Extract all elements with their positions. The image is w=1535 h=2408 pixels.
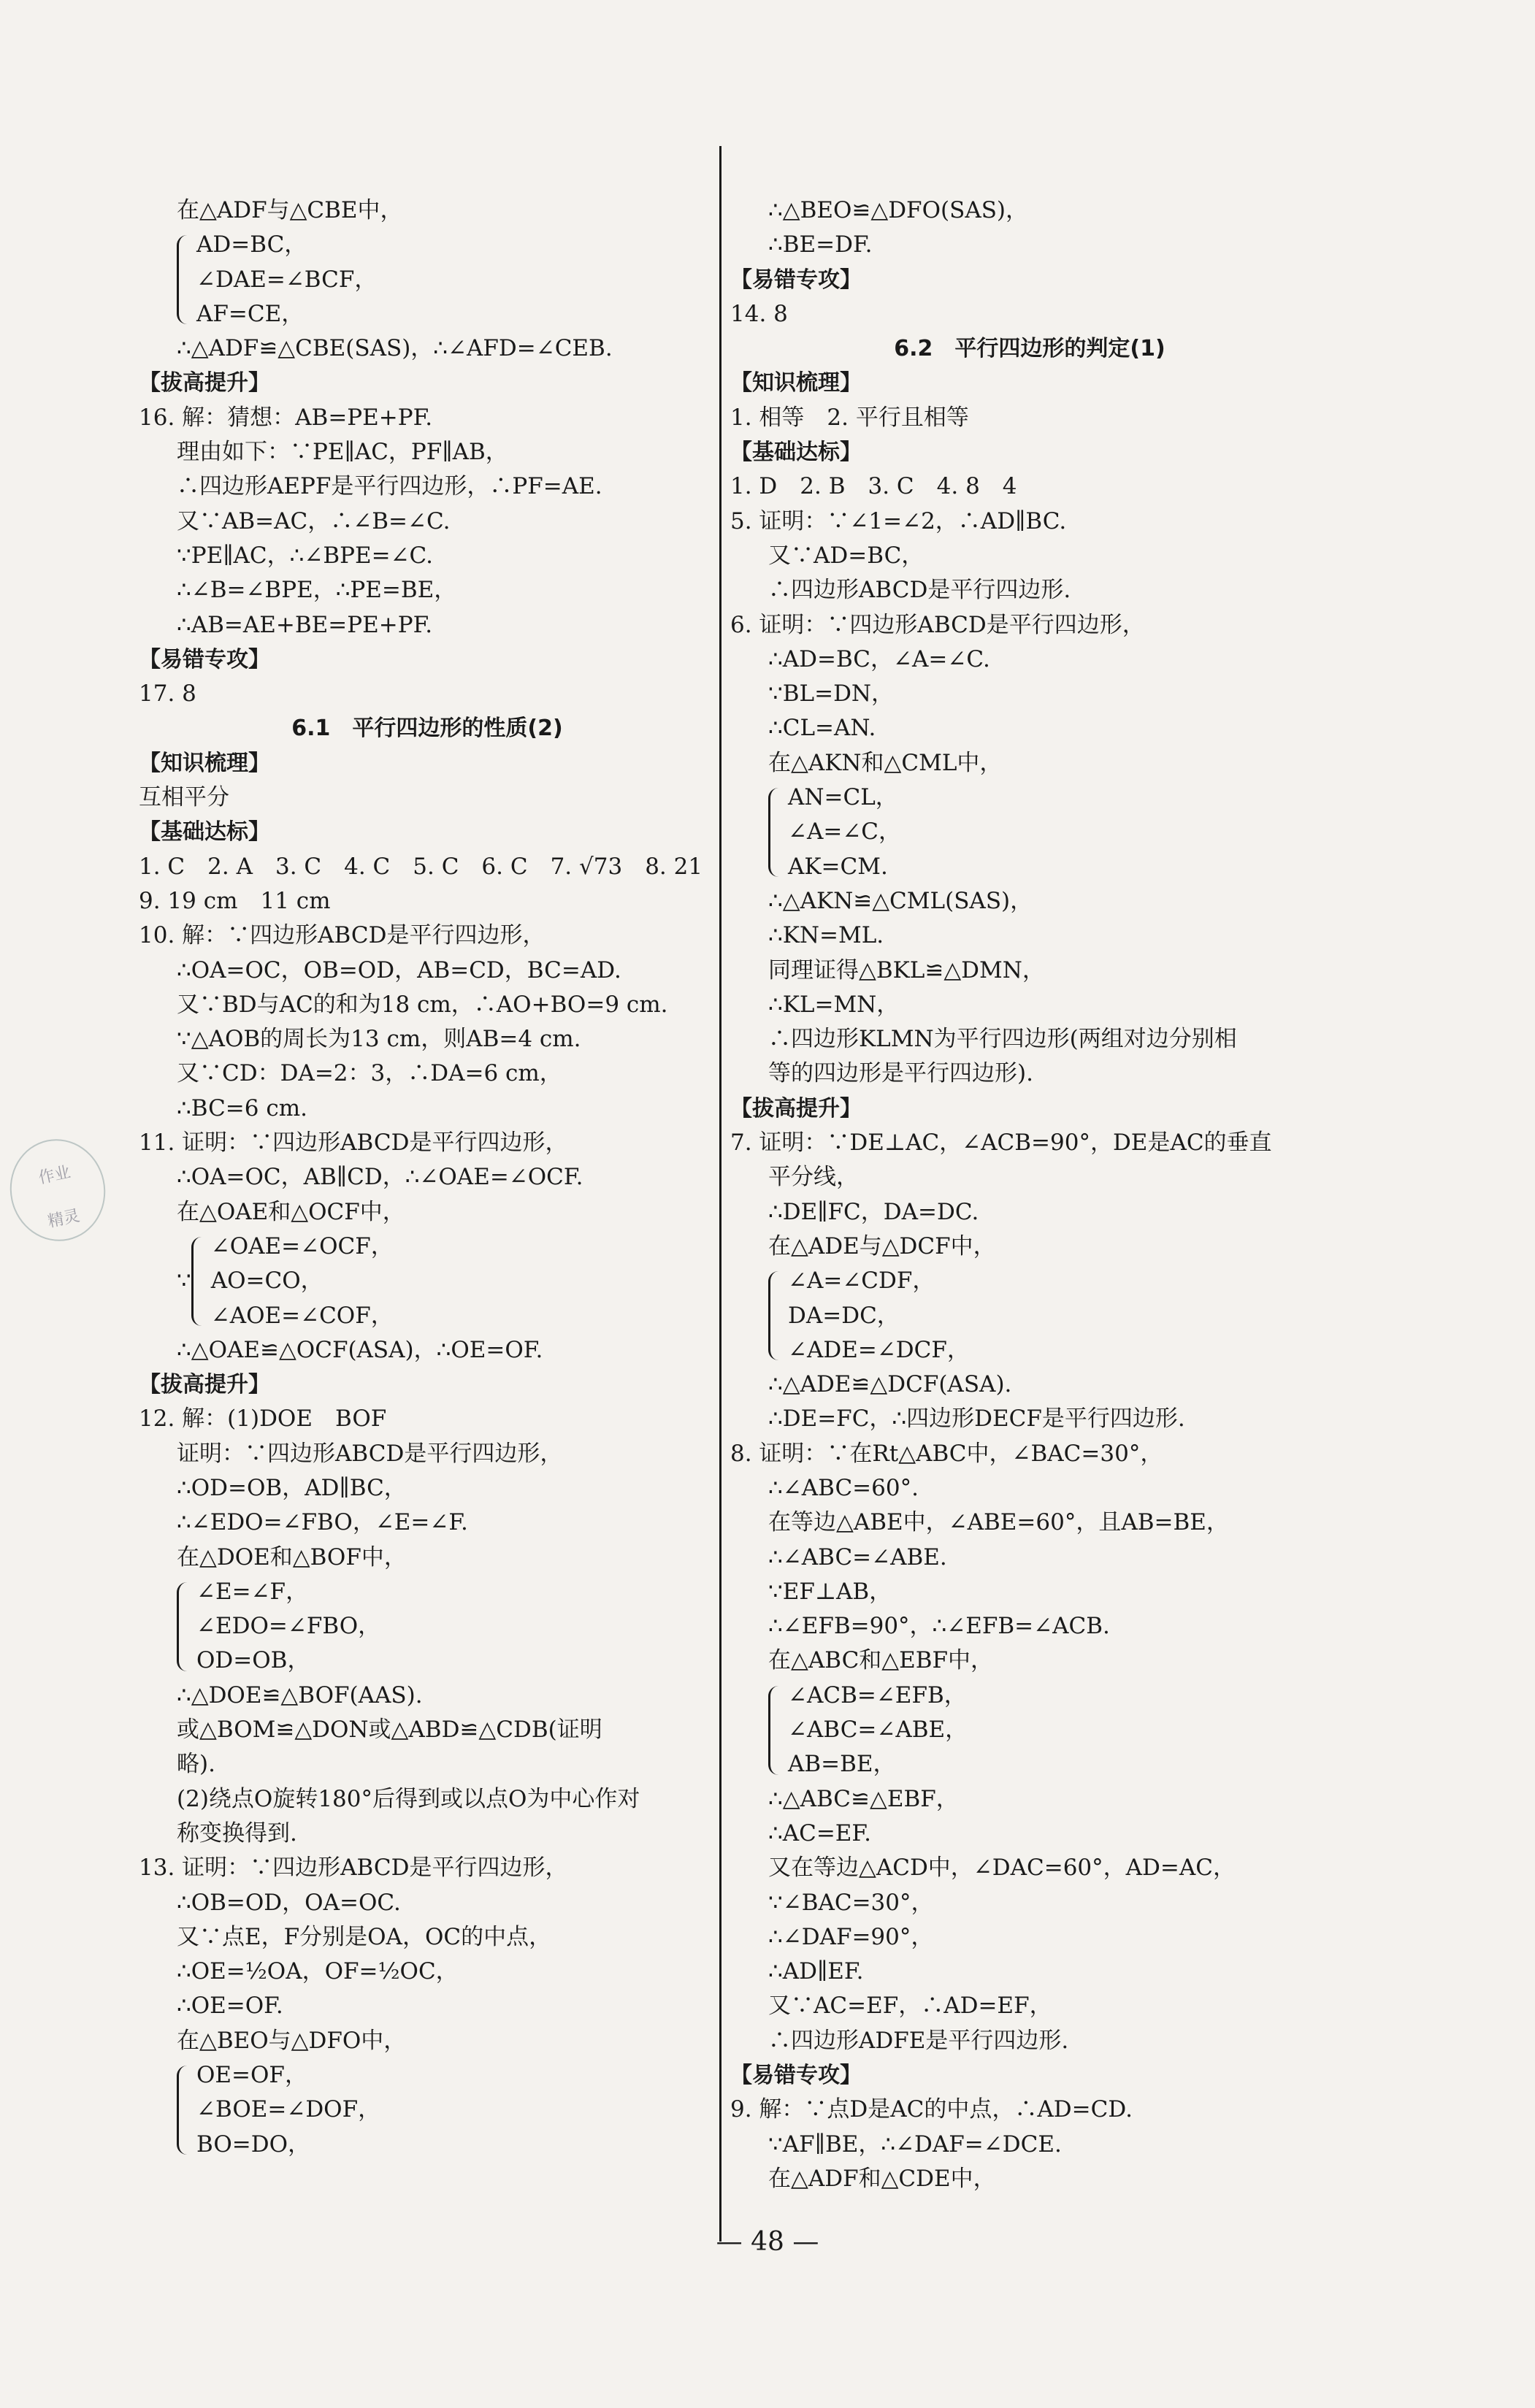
- equation-system: [139, 228, 716, 331]
- text-line: ∴∠B=∠BPE，∴PE=BE，: [177, 577, 457, 604]
- text-line: 又∵BD与AC的和为18 cm，∴AO+BO=9 cm.: [177, 991, 668, 1018]
- text-line: 证明：∵四边形ABCD是平行四边形，: [177, 1440, 563, 1467]
- equation-line: ∠DAE=∠BCF，: [196, 266, 378, 293]
- text-line: ∴四边形KLMN为平行四边形(两组对边分别相: [768, 1026, 1237, 1053]
- text-line: 11. 证明：∵四边形ABCD是平行四边形，: [139, 1130, 568, 1157]
- equation-line: ∠A=∠CDF，: [788, 1268, 935, 1295]
- equation-line: AN=CL，: [788, 784, 898, 811]
- text-line: 13. 证明：∵四边形ABCD是平行四边形，: [139, 1855, 568, 1882]
- brace-icon: [177, 1582, 194, 1671]
- text-line: ∴DE=FC，∴四边形DECF是平行四边形.: [768, 1406, 1185, 1433]
- equation-system: [730, 781, 1329, 884]
- text-line: ∴AB=AE+BE=PE+PF.: [177, 611, 433, 638]
- text-line: ∴OE=OF.: [177, 1993, 283, 2020]
- text-line: 在△ADF和△CDE中，: [768, 2165, 996, 2192]
- text-line: ∴∠ABC=∠ABE.: [768, 1544, 947, 1571]
- text-line: ∵EF⊥AB，: [768, 1578, 892, 1605]
- equation-line: ∠A=∠C，: [788, 818, 902, 846]
- section-heading: 【易错专攻】: [730, 2063, 862, 2089]
- equation-system: [139, 2058, 716, 2162]
- text-line: ∴BC=6 cm.: [177, 1094, 307, 1121]
- text-line: ∵∠BAC=30°，: [768, 1889, 934, 1916]
- text-line: 又∵AD=BC，: [768, 542, 925, 569]
- text-line: ∴AD=BC，∠A=∠C.: [768, 645, 990, 672]
- text-line: 同理证得△BKL≌△DMN，: [768, 956, 1045, 983]
- brace-icon: [768, 788, 785, 877]
- equation-line: ∠E=∠F，: [196, 1578, 309, 1605]
- equation-line: BO=DO，: [196, 2131, 311, 2158]
- text-line: 14. 8: [730, 300, 788, 327]
- equation-system: [730, 1679, 1329, 1782]
- brace-icon: [191, 1237, 208, 1326]
- text-line: ∴∠DAF=90°，: [768, 1923, 934, 1950]
- text-line: ∴OD=OB，AD∥BC，: [177, 1474, 407, 1501]
- lesson-title: 6.2 平行四边形的判定(1): [894, 336, 1165, 362]
- text-line: 互相平分: [139, 784, 229, 811]
- text-line: ∴四边形ADFE是平行四边形.: [768, 2027, 1069, 2054]
- stamp-text-bottom: 精灵: [46, 1206, 82, 1232]
- equation-system: [139, 1230, 716, 1333]
- section-heading: 【易错专攻】: [139, 646, 270, 672]
- text-line: ∴△ADE≌△DCF(ASA).: [768, 1371, 1012, 1398]
- page-number: — 48 —: [716, 2227, 819, 2257]
- text-line: 又在等边△ACD中，∠DAC=60°，AD=AC，: [768, 1855, 1236, 1882]
- equation-line: ∠ADE=∠DCF，: [788, 1336, 970, 1363]
- text-line: ∴四边形ABCD是平行四边形.: [768, 577, 1071, 604]
- equation-line: AK=CM.: [788, 853, 888, 880]
- text-line: 在△OAE和△OCF中，: [177, 1198, 405, 1225]
- text-line: ∴KL=MN，: [768, 991, 900, 1018]
- text-line: 在△ABC和△EBF中，: [768, 1647, 994, 1674]
- right-column: [730, 193, 1329, 2196]
- text-line: 或△BOM≌△DON或△ABD≌△CDB(证明: [177, 1717, 602, 1744]
- text-line: ∴四边形AEPF是平行四边形，∴PF=AE.: [177, 473, 602, 500]
- text-line: 在△DOE和△BOF中，: [177, 1544, 407, 1571]
- equation-line: ∠ACB=∠EFB，: [788, 1682, 967, 1709]
- text-line: 在△AKN和△CML中，: [768, 749, 1003, 776]
- brace-icon: [177, 235, 194, 324]
- text-line: (2)绕点O旋转180°后得到或以点O为中心作对: [177, 1785, 640, 1812]
- text-line: 又∵CD：DA=2：3，∴DA=6 cm，: [177, 1060, 562, 1087]
- text-line: ∴OA=OC，OB=OD，AB=CD，BC=AD.: [177, 956, 621, 983]
- text-line: ∴∠EDO=∠FBO，∠E=∠F.: [177, 1509, 468, 1536]
- text-line: 称变换得到.: [177, 1820, 297, 1847]
- equation-system: [139, 1575, 716, 1679]
- text-line: 17. 8: [139, 680, 196, 708]
- section-heading: 【基础达标】: [139, 819, 270, 846]
- text-line: 1. C 2. A 3. C 4. C 5. C 6. C 7. √73 8. 21: [139, 853, 703, 880]
- equation-line: ∠OAE=∠OCF，: [210, 1232, 394, 1259]
- lesson-title: 6.1 平行四边形的性质(2): [291, 716, 563, 742]
- text-line: 理由如下：∵PE∥AC，PF∥AB，: [177, 439, 508, 466]
- equation-line: OE=OF，: [196, 2062, 307, 2089]
- text-line: 在△ADE与△DCF中，: [768, 1232, 996, 1259]
- watermark-stamp: [1, 1130, 115, 1250]
- text-line: ∴△BEO≌△DFO(SAS)，: [768, 197, 1029, 223]
- section-heading: 【拔高提升】: [730, 1095, 862, 1121]
- text-line: 10. 解：∵四边形ABCD是平行四边形，: [139, 922, 546, 949]
- text-line: 又∵AB=AC，∴∠B=∠C.: [177, 507, 451, 534]
- section-heading: 【知识梳理】: [730, 370, 862, 396]
- equation-line: ∠ABC=∠ABE，: [788, 1717, 968, 1744]
- text-line: ∵AF∥BE，∴∠DAF=∠DCE.: [768, 2131, 1062, 2158]
- text-line: ∴CL=AN.: [768, 715, 876, 742]
- equation-line: OD=OB，: [196, 1647, 310, 1674]
- text-line: ∴AD∥EF.: [768, 1958, 864, 1985]
- section-heading: 【拔高提升】: [139, 1372, 270, 1398]
- text-line: 在等边△ABE中，∠ABE=60°，且AB=BE，: [768, 1509, 1229, 1536]
- text-line: ∵PE∥AC，∴∠BPE=∠C.: [177, 542, 434, 569]
- text-line: ∴△DOE≌△BOF(AAS).: [177, 1682, 423, 1709]
- text-line: ∴∠ABC=60°.: [768, 1474, 919, 1501]
- text-line: 又∵点E，F分别是OA，OC的中点，: [177, 1923, 552, 1950]
- column-divider: [719, 146, 721, 2242]
- text-line: 在△ADF与△CBE中，: [177, 197, 403, 223]
- text-line: ∵BL=DN，: [768, 680, 895, 708]
- text-line: 5. 证明：∵∠1=∠2，∴AD∥BC.: [730, 507, 1067, 534]
- brace-icon: [768, 1271, 785, 1360]
- text-line: 12. 解：(1)DOE BOF: [139, 1406, 387, 1433]
- text-line: ∴∠EFB=90°，∴∠EFB=∠ACB.: [768, 1613, 1110, 1640]
- section-heading: 【易错专攻】: [730, 267, 862, 293]
- text-line: ∴DE∥FC，DA=DC.: [768, 1198, 979, 1225]
- equation-line: ∠AOE=∠COF，: [210, 1302, 394, 1329]
- left-column: [139, 193, 716, 2162]
- section-heading: 【基础达标】: [730, 440, 862, 466]
- equation-line: ∠EDO=∠FBO，: [196, 1613, 381, 1640]
- text-line: 平分线，: [768, 1164, 859, 1191]
- text-line: 在△BEO与△DFO中，: [177, 2027, 407, 2054]
- brace-icon: [768, 1686, 785, 1775]
- text-line: ∴OB=OD，OA=OC.: [177, 1889, 401, 1916]
- text-line: ∴OE=½OA，OF=½OC，: [177, 1958, 459, 1985]
- equation-line: DA=DC，: [788, 1302, 900, 1329]
- stamp-text-top: 作业: [37, 1163, 72, 1188]
- text-line: 略).: [177, 1751, 215, 1778]
- equation-system: [730, 1264, 1329, 1368]
- text-line: ∴AC=EF.: [768, 1820, 871, 1847]
- text-line: 1. D 2. B 3. C 4. 8 4: [730, 473, 1017, 500]
- text-line: 8. 证明：∵在Rt△ABC中，∠BAC=30°，: [730, 1440, 1163, 1467]
- text-line: 又∵AC=EF，∴AD=EF，: [768, 1993, 1052, 2020]
- equation-line: AD=BC，: [196, 231, 307, 258]
- text-line: ∴△AKN≌△CML(SAS)，: [768, 887, 1033, 914]
- text-line: ∴△ADF≌△CBE(SAS)，∴∠AFD=∠CEB.: [177, 335, 613, 362]
- text-line: ∴BE=DF.: [768, 231, 873, 258]
- equation-line: AF=CE，: [196, 300, 305, 327]
- text-line: ∵△AOB的周长为13 cm，则AB=4 cm.: [177, 1026, 581, 1053]
- text-line: 16. 解：猜想：AB=PE+PF.: [139, 404, 433, 431]
- text-line: 1. 相等 2. 平行且相等: [730, 404, 969, 431]
- text-line: 9. 19 cm 11 cm: [139, 887, 331, 914]
- brace-icon: [177, 2066, 194, 2155]
- text-line: 9. 解：∵点D是AC的中点，∴AD=CD.: [730, 2096, 1133, 2123]
- text-line: ∴△ABC≌△EBF，: [768, 1785, 959, 1812]
- text-line: ∴OA=OC，AB∥CD，∴∠OAE=∠OCF.: [177, 1164, 583, 1191]
- section-heading: 【拔高提升】: [139, 370, 270, 396]
- equation-line: AO=CO，: [210, 1268, 324, 1295]
- text-line: 6. 证明：∵四边形ABCD是平行四边形，: [730, 611, 1145, 638]
- text-line: ∴KN=ML.: [768, 922, 884, 949]
- equation-line: ∠BOE=∠DOF，: [196, 2096, 381, 2123]
- text-line: 7. 证明：∵DE⊥AC，∠ACB=90°，DE是AC的垂直: [730, 1130, 1272, 1157]
- text-line: ∴△OAE≌△OCF(ASA)，∴OE=OF.: [177, 1336, 543, 1363]
- section-heading: 【知识梳理】: [139, 750, 270, 776]
- because-symbol: ∵: [177, 1268, 191, 1295]
- equation-line: AB=BE，: [788, 1751, 896, 1778]
- text-line: 等的四边形是平行四边形).: [768, 1060, 1033, 1087]
